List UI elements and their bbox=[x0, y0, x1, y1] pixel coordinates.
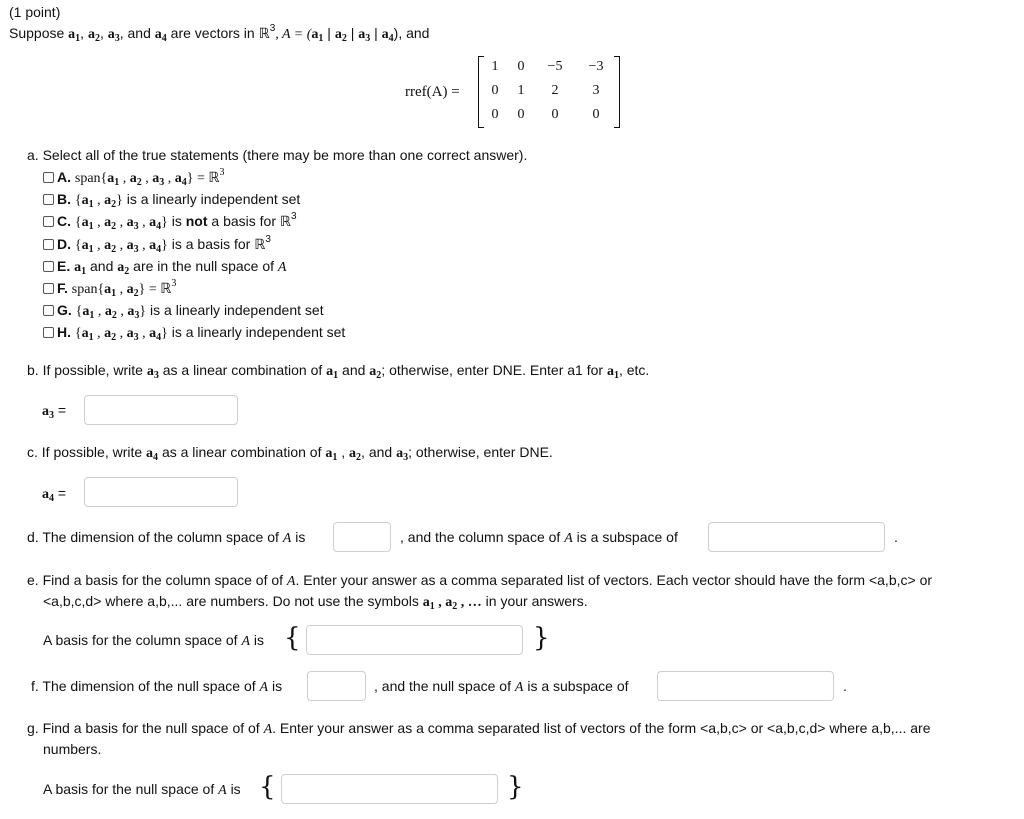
matrix-cell: 0 bbox=[517, 107, 525, 122]
col-basis-input[interactable] bbox=[306, 625, 523, 655]
matrix-cell: 1 bbox=[517, 83, 525, 98]
checkbox-d[interactable] bbox=[43, 239, 54, 250]
a4-input[interactable] bbox=[84, 477, 238, 507]
matrix-cell: 2 bbox=[551, 83, 559, 98]
null-basis-label: A basis for the null space of A is bbox=[43, 781, 241, 798]
matrix-cell: 1 bbox=[491, 59, 499, 74]
col-space-dimension-input[interactable] bbox=[333, 522, 391, 552]
rref-matrix bbox=[478, 56, 620, 128]
a3-label: $a_3$ = bbox=[42, 402, 67, 421]
matrix-cell: 0 bbox=[592, 107, 600, 122]
matrix-right-bracket bbox=[614, 56, 620, 128]
option-a[interactable]: A. $span\{a_1$ , $a_2$ , $a_3$ , $a_4$} = ℝ$^3$ bbox=[43, 166, 224, 190]
null-basis-right-brace: } bbox=[507, 772, 524, 802]
null-space-dimension-input[interactable] bbox=[307, 671, 366, 701]
option-f[interactable]: F. $span\{a_1$ , $a_2$} = ℝ$^3$ bbox=[43, 277, 176, 301]
a3-input[interactable] bbox=[84, 395, 238, 425]
matrix-cell: 3 bbox=[592, 83, 600, 98]
matrix-cell: 0 bbox=[491, 83, 499, 98]
col-basis-left-brace: { bbox=[284, 623, 301, 653]
part-g-line1: g. Find a basis for the null space of of A. Enter your answer as a comma separated list of vectors of the form <a,b,c> or <a,b,c,d> where a,b,... are bbox=[27, 720, 931, 737]
points-label: (1 point) bbox=[9, 4, 61, 20]
null-basis-input[interactable] bbox=[281, 774, 498, 804]
checkbox-g[interactable] bbox=[43, 305, 54, 316]
problem-intro: Suppose $a_1$, $a_2$, $a_3$, and $a_4$ are vectors in ℝ$^3$, $A = (a_1$ | $a_2$ | $a_3$ | $a_4$), and bbox=[9, 23, 430, 44]
option-g[interactable]: G. {$a_1$ , $a_2$ , $a_3$} is a linearly independent set bbox=[43, 299, 324, 323]
part-g-line2: numbers. bbox=[43, 741, 102, 757]
option-d[interactable]: D. {$a_1$ , $a_2$ , $a_3$ , $a_4$} is a basis for ℝ$^3$ bbox=[43, 233, 271, 257]
part-d-prompt-1: d. The dimension of the column space of A is bbox=[27, 529, 306, 546]
checkbox-b[interactable] bbox=[43, 194, 54, 205]
null-space-subspace-input[interactable] bbox=[657, 671, 834, 701]
a4-label: $a_4$ = bbox=[42, 485, 67, 504]
option-c[interactable]: C. {$a_1$ , $a_2$ , $a_3$ , $a_4$} is not a basis for ℝ$^3$ bbox=[43, 210, 297, 234]
part-f-period: . bbox=[843, 678, 847, 694]
col-basis-right-brace: } bbox=[533, 623, 550, 653]
part-b-prompt: b. If possible, write $a_3$ as a linear combination of $a_1$ and $a_2$; otherwise, enter DNE. Enter a1 for $a_1$, etc. bbox=[27, 362, 650, 381]
rref-label: rref(A) = bbox=[405, 84, 460, 100]
matrix-cell: −3 bbox=[588, 59, 604, 74]
checkbox-h[interactable] bbox=[43, 327, 54, 338]
option-b[interactable]: B. {$a_1$ , $a_2$} is a linearly independent set bbox=[43, 188, 300, 212]
option-h[interactable]: H. {$a_1$ , $a_2$ , $a_3$ , $a_4$} is a linearly independent set bbox=[43, 321, 345, 345]
checkbox-a[interactable] bbox=[43, 172, 54, 183]
option-e[interactable]: E. $a_1$ and $a_2$ are in the null space of A bbox=[43, 255, 286, 279]
part-f-prompt-2: , and the null space of A is a subspace of bbox=[374, 678, 629, 695]
part-a-prompt: a. Select all of the true statements (there may be more than one correct answer). bbox=[27, 147, 528, 163]
col-space-subspace-input[interactable] bbox=[708, 522, 885, 552]
checkbox-c[interactable] bbox=[43, 216, 54, 227]
part-e-line1: e. Find a basis for the column space of of A. Enter your answer as a comma separated list of vectors. Each vector should have the form <a,b,c> or bbox=[27, 572, 933, 589]
part-f-prompt-1: f. The dimension of the null space of A is bbox=[31, 678, 283, 695]
matrix-cell: 0 bbox=[551, 107, 559, 122]
col-basis-label: A basis for the column space of A is bbox=[43, 632, 265, 649]
part-c-prompt: c. If possible, write $a_4$ as a linear combination of $a_1$ , $a_2$, and $a_3$; otherwise, enter DNE. bbox=[27, 444, 553, 463]
null-basis-left-brace: { bbox=[259, 772, 276, 802]
matrix-cell: 0 bbox=[517, 59, 525, 74]
part-e-line2: <a,b,c,d> where a,b,... are numbers. Do not use the symbols $a_1$ , $a_2$ , … in your answers. bbox=[43, 593, 588, 612]
matrix-cell: −5 bbox=[547, 59, 563, 74]
matrix-cell: 0 bbox=[491, 107, 499, 122]
checkbox-f[interactable] bbox=[43, 283, 54, 294]
checkbox-e[interactable] bbox=[43, 261, 54, 272]
part-d-prompt-2: , and the column space of A is a subspace of bbox=[400, 529, 678, 546]
part-d-period: . bbox=[894, 529, 898, 545]
